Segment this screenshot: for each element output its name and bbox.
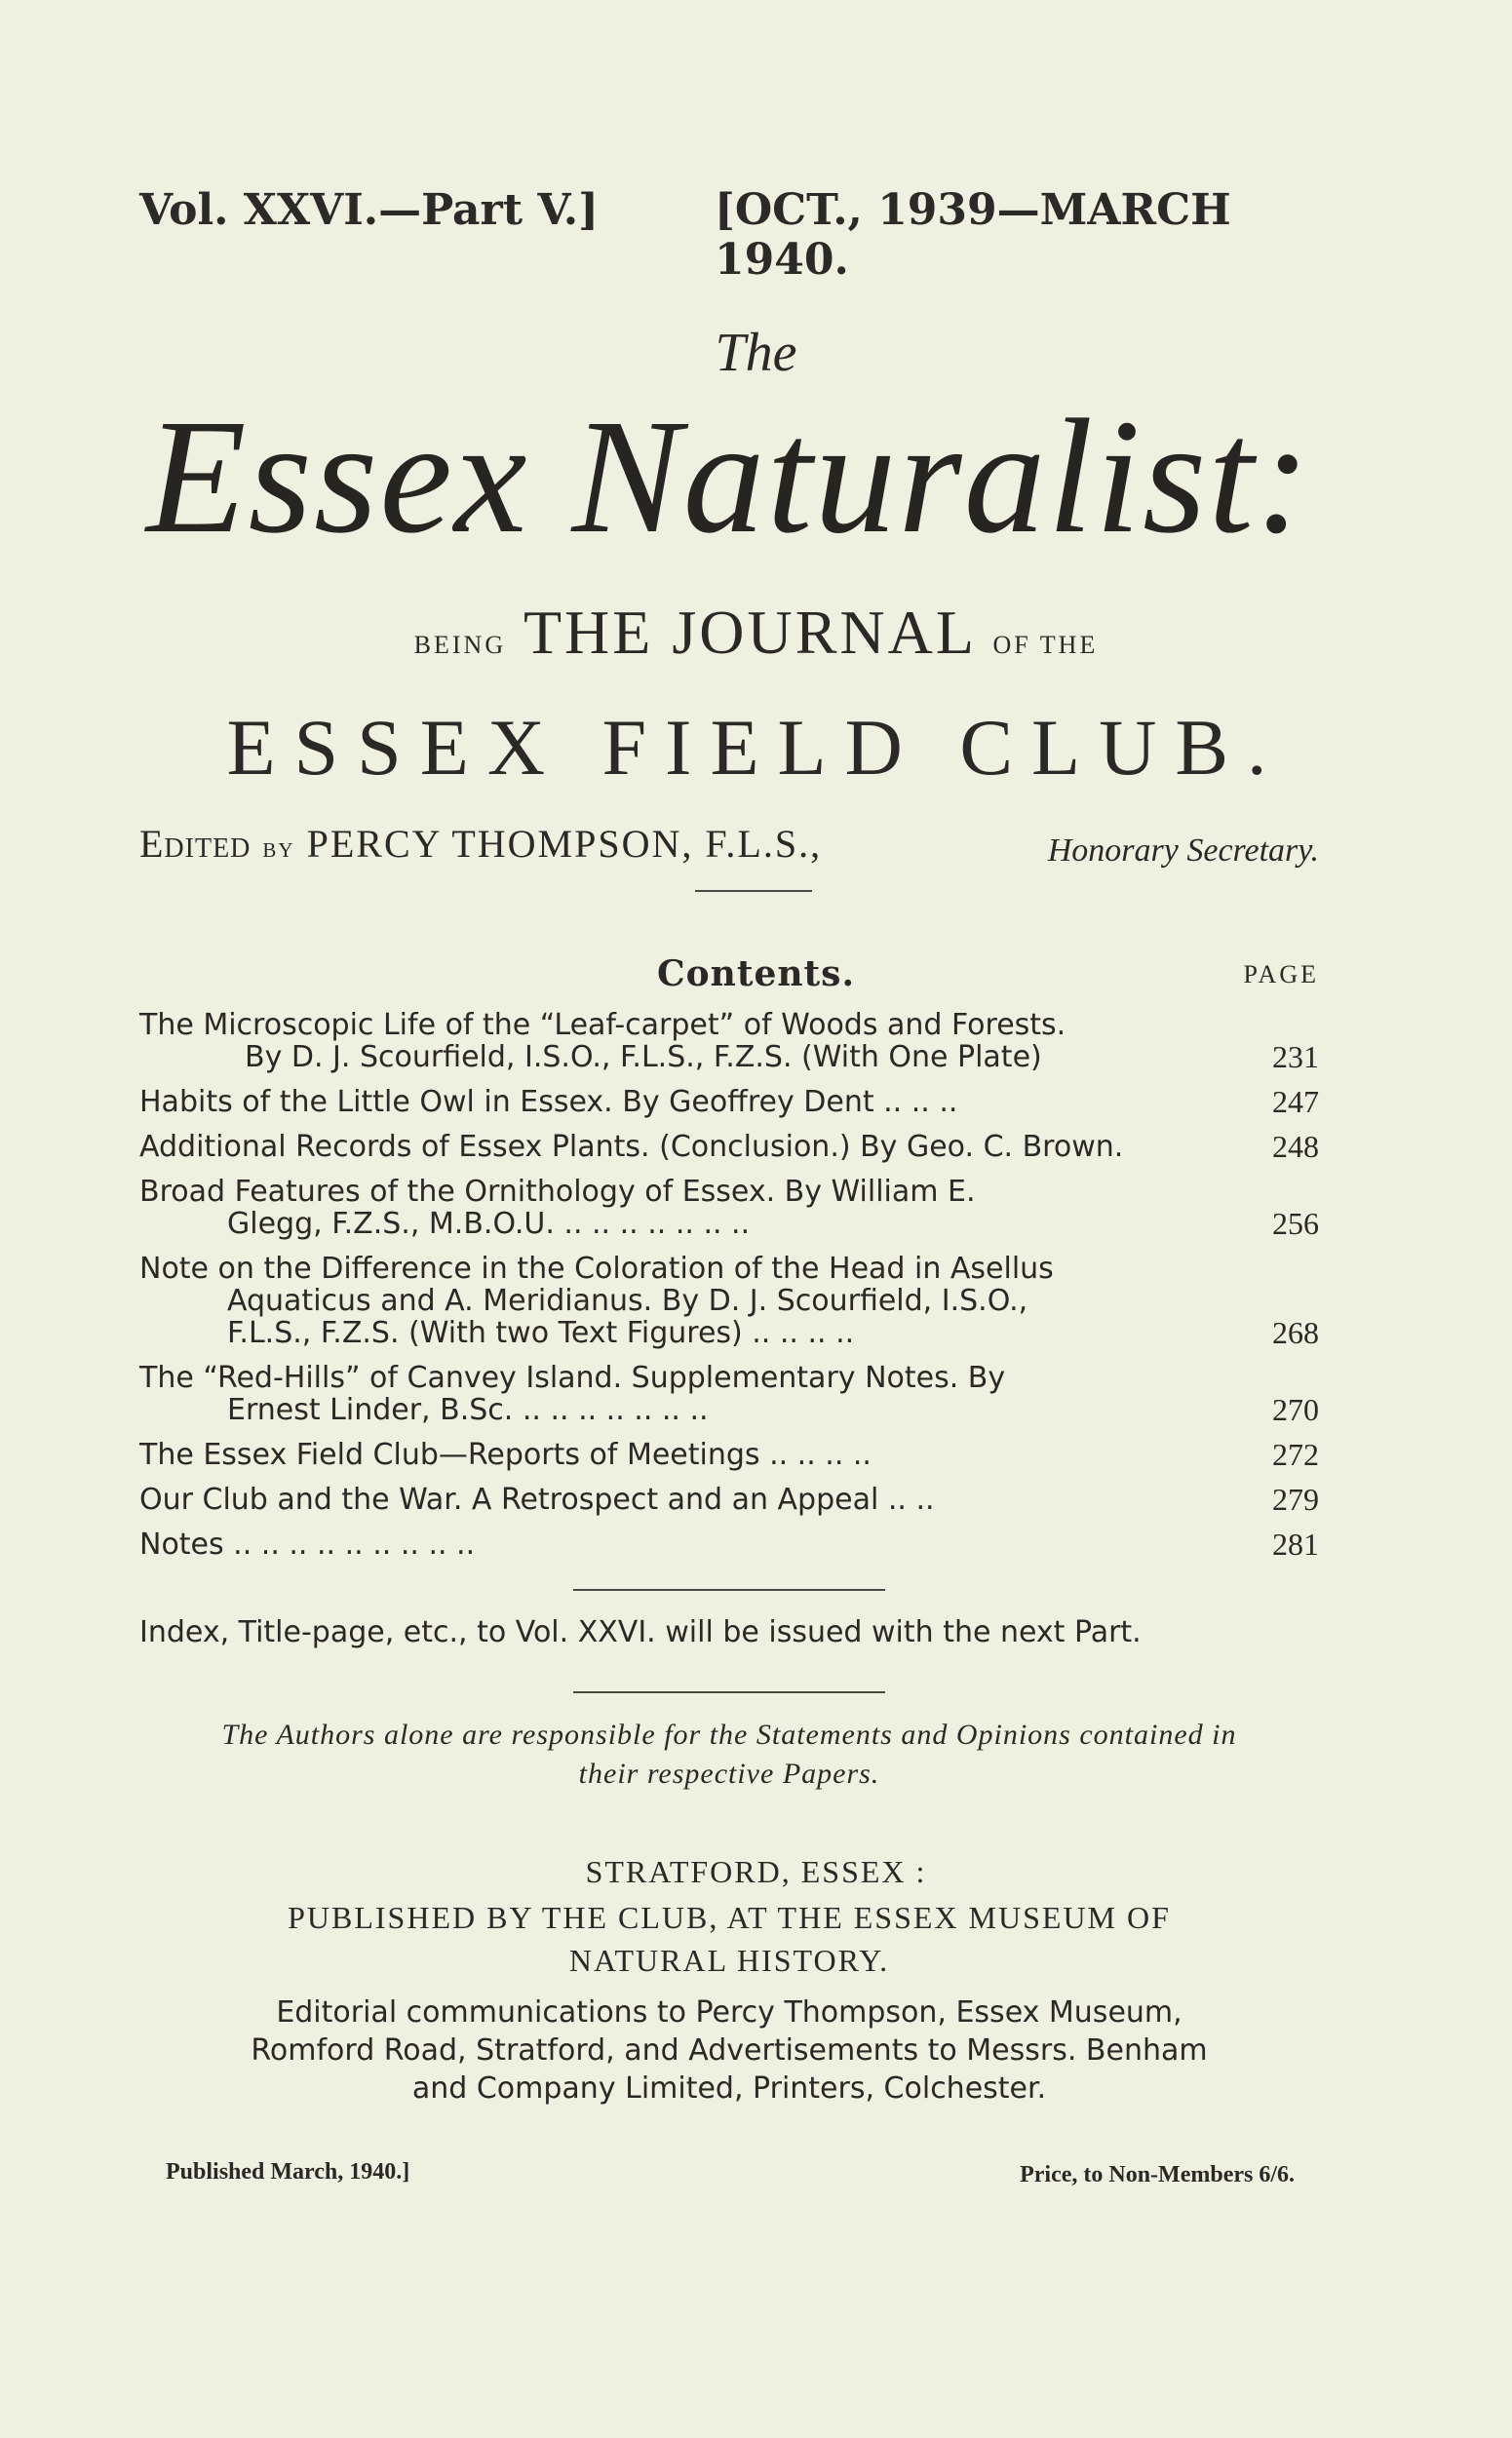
editor-name: PERCY THOMPSON, F.L.S., — [306, 822, 823, 866]
editorial-line: and Company Limited, Printers, Colchester. — [411, 2071, 1047, 2106]
toc-entry — [139, 1439, 1319, 1471]
by-word: by — [262, 832, 295, 864]
toc-entry — [139, 1086, 1319, 1118]
publisher-line: PUBLISHED BY THE CLUB, AT THE ESSEX MUSEUM OF — [288, 1900, 1171, 1935]
toc-page-number: 279 — [1272, 1482, 1319, 1517]
toc-entry-title: Our Club and the War. A Retrospect and an Appeal .. .. — [139, 1483, 935, 1517]
editor-role: Honorary Secretary. — [1047, 832, 1319, 869]
toc-entry-title: The “Red-Hills” of Canvey Island. Supplementary Notes. By — [139, 1361, 1006, 1395]
the-journal: THE JOURNAL — [523, 598, 975, 667]
publisher-line: NATURAL HISTORY. — [568, 1943, 890, 1978]
price-note: Price, to Non-Members 6/6. — [1020, 2162, 1295, 2187]
disclaimer-line: their respective Papers. — [578, 1758, 880, 1790]
club-name: ESSEX FIELD CLUB. — [226, 703, 1286, 792]
toc-entry — [139, 1176, 1319, 1240]
being-word: BEING — [413, 631, 507, 659]
toc-entry-title: Note on the Difference in the Coloration of the Head in Asellus — [139, 1252, 1054, 1286]
publisher-place: STRATFORD, ESSEX : — [585, 1854, 927, 1889]
toc-entry-title: The Microscopic Life of the “Leaf-carpet” of Woods and Forests. — [139, 1008, 1066, 1042]
divider — [695, 890, 812, 892]
journal-subtitle — [0, 597, 1512, 669]
toc-entry-author: By D. J. Scourfield, I.S.O., F.L.S., F.Z.S. (With One Plate) — [245, 1040, 1042, 1074]
editorial-note — [139, 1993, 1319, 2108]
page-column-label: PAGE — [1243, 960, 1319, 988]
toc-entry — [139, 1131, 1319, 1163]
toc-entry — [139, 1009, 1319, 1073]
toc-entry-title: Broad Features of the Ornithology of Essex. By William E. — [139, 1175, 976, 1209]
toc-entry-author: Glegg, F.Z.S., M.B.O.U. .. .. .. .. .. .. .. — [227, 1207, 751, 1241]
toc-page-number: 270 — [1272, 1392, 1319, 1427]
toc-entry — [139, 1529, 1319, 1561]
toc-entry — [139, 1362, 1319, 1426]
toc-entry-title: Additional Records of Essex Plants. (Conclusion.) By Geo. C. Brown. — [139, 1130, 1124, 1164]
edited-word: Edited — [139, 822, 252, 866]
toc-entry — [139, 1484, 1319, 1516]
title-article: The — [715, 323, 797, 383]
toc-page-number: 268 — [1272, 1315, 1319, 1350]
toc-entry-author: F.L.S., F.Z.S. (With two Text Figures) .. .. .. .. — [227, 1316, 855, 1350]
editorial-line: Editorial communications to Percy Thompson, Essex Museum, — [276, 1995, 1182, 2030]
toc-entry-title: Habits of the Little Owl in Essex. By Geoffrey Dent .. .. .. — [139, 1085, 958, 1119]
toc-page-number: 256 — [1272, 1206, 1319, 1241]
divider — [573, 1691, 885, 1693]
editor-line — [139, 821, 1319, 867]
disclaimer-line: The Authors alone are responsible for the Statements and Opinions contained in — [221, 1719, 1237, 1751]
toc-entry-author: Ernest Linder, B.Sc. .. .. .. .. .. .. .. — [227, 1393, 709, 1427]
divider — [573, 1589, 885, 1591]
disclaimer — [139, 1716, 1319, 1794]
toc-page-number: 281 — [1272, 1527, 1319, 1562]
of-the-words: OF THE — [992, 631, 1099, 659]
journal-title: Essex Naturalist: — [146, 386, 1312, 567]
editorial-line: Romford Road, Stratford, and Advertisements to Messrs. Benham — [251, 2033, 1208, 2068]
toc-entry — [139, 1253, 1319, 1349]
toc-entry-title: The Essex Field Club—Reports of Meetings .. .. .. .. — [139, 1438, 872, 1472]
contents-heading: Contents. — [657, 953, 855, 994]
toc-page-number: 272 — [1272, 1437, 1319, 1472]
toc-page-number: 247 — [1272, 1084, 1319, 1119]
toc-entry-title: Notes .. .. .. .. .. .. .. .. .. — [139, 1528, 476, 1562]
publisher-info — [139, 1896, 1319, 1982]
volume-label: Vol. XXVI.—Part V.] — [139, 185, 599, 235]
publication-date: Published March, 1940.] — [166, 2159, 410, 2185]
toc-page-number: 231 — [1272, 1039, 1319, 1074]
table-of-contents — [139, 1009, 1319, 1573]
index-note: Index, Title-page, etc., to Vol. XXVI. will be issued with the next Part. — [139, 1615, 1142, 1649]
issue-date: [OCT., 1939—MARCH 1940. — [715, 185, 1231, 285]
toc-entry-continuation: Aquaticus and A. Meridianus. By D. J. Scourfield, I.S.O., — [227, 1284, 1028, 1318]
toc-page-number: 248 — [1272, 1129, 1319, 1164]
